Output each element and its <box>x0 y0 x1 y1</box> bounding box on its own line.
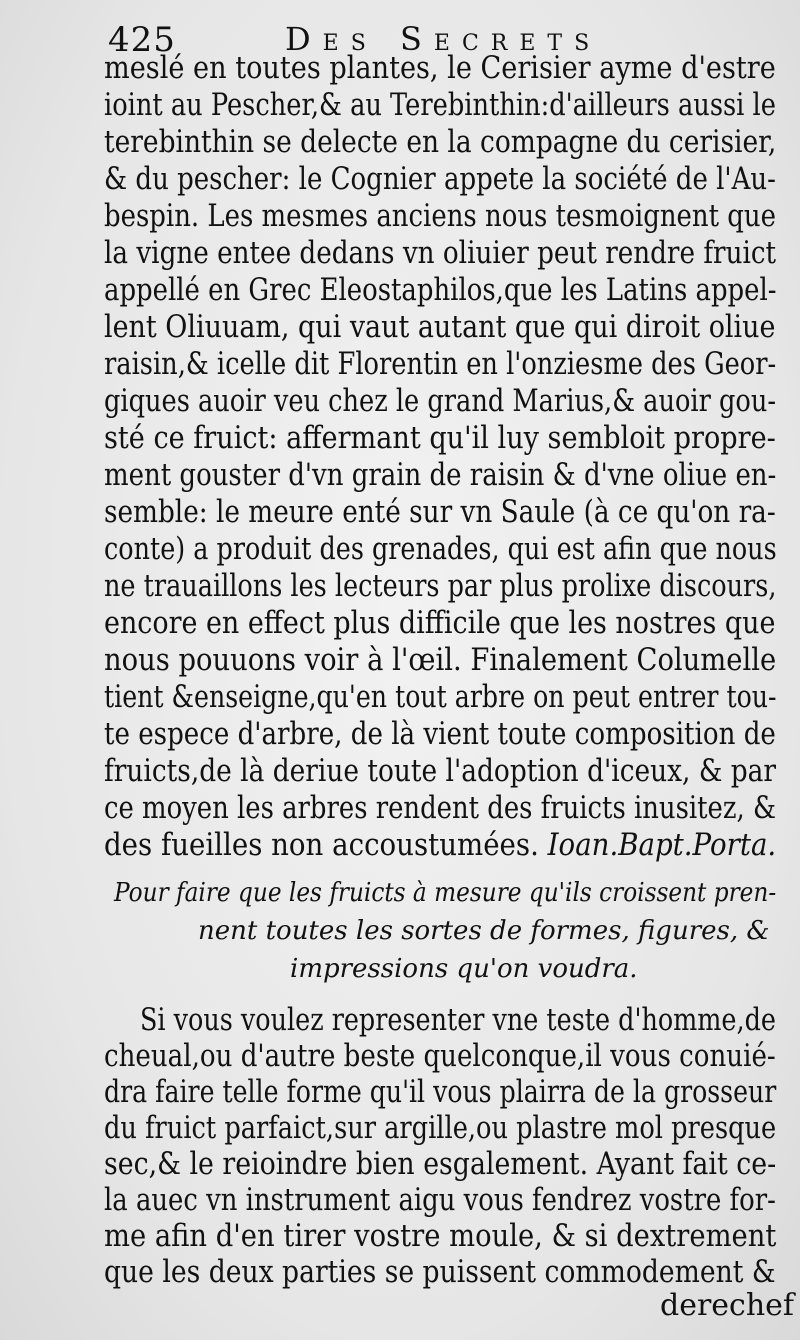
text-line: te espece d'arbre, de là vient toute composition de <box>104 716 776 752</box>
text-line: me afin d'en tirer vostre moule, & si dextrement <box>104 1218 777 1254</box>
text-line: cheual,ou d'autre beste quelconque,il vous conuié- <box>104 1038 776 1074</box>
running-title: Des Secrets <box>285 20 602 58</box>
page-number: 425 <box>108 20 176 60</box>
attribution: Ioan.Bapt.Porta. <box>547 827 777 863</box>
text-fragment: des fueilles non accoustumées. <box>104 827 539 863</box>
text-line: la auec vn instrument aigu vous fendrez vostre for- <box>104 1182 776 1218</box>
heading-line: nent toutes les sortes de formes, figures, & <box>198 916 770 946</box>
text-line: giques auoir veu chez le grand Marius,& auoir gou- <box>104 383 777 419</box>
text-line: appellé en Grec Eleostaphilos,que les Latins appel- <box>104 272 777 308</box>
text-line: sec,& le reioindre bien esgalement. Ayant fait ce- <box>104 1146 777 1182</box>
text-line: la vigne entee dedans vn oliuier peut rendre fruict <box>104 235 777 271</box>
text-line: bespin. Les mesmes anciens nous tesmoignent que <box>104 198 776 234</box>
catchword: derechef <box>660 1288 795 1323</box>
text-line: raisin,& icelle dit Florentin en l'onziesme des Geor- <box>104 346 777 382</box>
text-line: dra faire telle forme qu'il vous plairra de la grosseur <box>104 1074 777 1110</box>
text-line: lent Oliuuam, qui vaut autant que qui diroit oliue <box>104 309 776 345</box>
heading-line: impressions qu'on voudra. <box>290 954 638 984</box>
text-line: Si vous voulez representer vne teste d'homme,de <box>140 1002 776 1038</box>
text-line: que les deux parties se puissent commodement & <box>104 1254 776 1290</box>
text-line: tient &enseigne,qu'en tout arbre on peut entrer tou- <box>104 679 777 715</box>
text-line: fruicts,de là deriue toute l'adoption d'iceux, & par <box>104 753 777 789</box>
text-line: ne trauaillons les lecteurs par plus prolixe discours, <box>104 568 777 604</box>
text-line: du fruict parfaict,sur argille,ou plastre mol presque <box>104 1110 777 1146</box>
text-line: ioint au Pescher,& au Terebinthin:d'ailleurs aussi le <box>104 87 776 123</box>
text-line: ce moyen les arbres rendent des fruicts inusitez, & <box>104 790 777 826</box>
text-line: nous pouuons voir à l'œil. Finalement Columelle <box>104 642 777 678</box>
text-line: ment gouster d'vn grain de raisin & d'vne oliue en- <box>104 457 777 493</box>
text-line: & du pescher: le Cognier appete la société de l'Au- <box>104 161 776 197</box>
text-line: meslé en toutes plantes, le Cerisier ayme d'estre <box>104 50 776 86</box>
text-line: encore en effect plus difficile que les nostres que <box>104 605 776 641</box>
heading-line: Pour faire que les fruicts à mesure qu'ils croissent pren- <box>114 878 777 908</box>
text-line-last <box>104 827 776 863</box>
text-line: semble: le meure enté sur vn Saule (à ce qu'on ra- <box>104 494 776 530</box>
text-line: terebinthin se delecte en la compagne du cerisier, <box>104 124 777 160</box>
text-line: sté ce fruict: affermant qu'il luy sembloit propre- <box>104 420 776 456</box>
text-line: conte) a produit des grenades, qui est afin que nous <box>104 531 777 567</box>
